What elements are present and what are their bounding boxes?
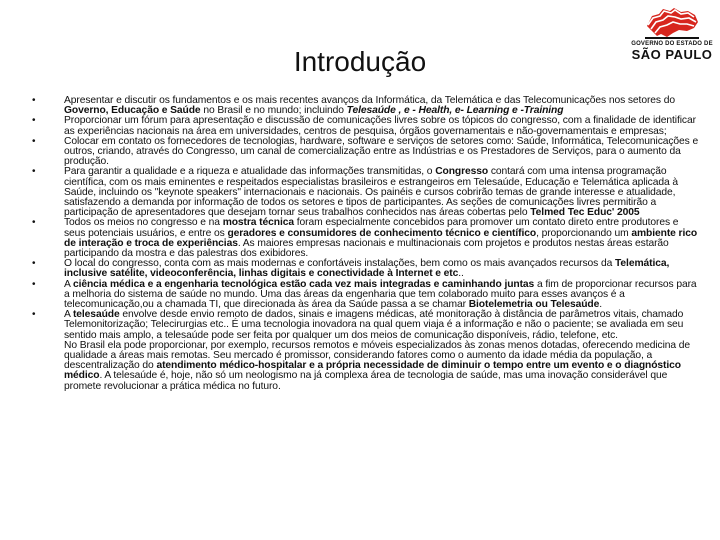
bullet-item [28,259,700,279]
bullet-text-run: Para garantir a qualidade e a riqueza e atualidade das informações transmitidas, o [64,166,436,178]
bullet-text-run: Todos os meios no congresso e na [64,217,223,229]
bullet-text-run: contará com uma intensa programação científica, com os mais eminentes e respeitados especialistas brasileiros e estrangeiros em Telesaúde, Educação e Telemática aplicada à Saúde, incluindo os "keynote speakers" internacionais e nacionais. Os painéis e cursos cobrirão temas de grande interesse e atualidade, satisfazendo a demanda por informação de todos os setores e tipos de participantes. As seções de comunicações livres permitirão a participação de apresentadores que desejam tornar seus trabalhos conhecidos nas áreas cobertas pelo [64,166,678,219]
bullet-text-run: envolve desde envio remoto de dados, sinais e imagens médicas, até monitoração à distância de parâmetros vitais, chamado Telemonitorização; Telecirurgias etc.. É uma tecnologia inovadora na qual quem viaja é a informação e não o paciente; se avaliada em seu sentido mais amplo, a telesaúde pode ser feita por qualquer um dos meios de comunicação disponíveis, rádio, telefone, etc. [64,309,684,341]
bullet-text-run: Telesaúde , e - Health, e- Learning e -Training [346,105,564,117]
bullet-text-run: atendimento médico-hospitalar e a própria necessidade de diminuir o tempo entre um evento e o diagnóstico médico [64,360,681,382]
bullet-text-run: a fim de proporcionar recursos para a melhoria do sistema de saúde no mundo. Uma das áreas da engenharia que tem colaborado muito para esses avanços é a telecomunicação,ou a chamada TI, que direcionada às área da Saúde passa a se chamar [64,278,697,311]
sao-paulo-government-logo [626,6,718,66]
bullet-text-run: mostra técnica [222,217,294,229]
bullet-text-run: . A telesaúde é, hoje, não só um neologismo na já complexa área de tecnologia de saúde, mas uma inovação considerável que promete revolucionar a prática médica no futuro. [64,370,668,392]
bullet-text-run: geradores e consumidores de conhecimento técnico e científico [227,227,537,239]
bullet-text-run: A [64,278,73,290]
slide-title: Introdução [293,46,427,77]
bullet-marker: • [32,258,36,270]
bullet-text-run: . [599,299,603,311]
bullet-marker: • [32,135,36,147]
bullet-text-run: Congresso [435,166,489,178]
bullet-item [28,310,700,392]
bullet-text-run: .. [458,268,464,280]
bullet-text-run: ambiente rico de interação e troca de experiências [64,227,698,249]
bullet-marker: • [32,95,36,106]
bullet-text-run: ciência médica e a engenharia tecnológica estão cada vez mais integradas e caminhando juntas [72,278,535,290]
bullet-marker: • [32,309,36,321]
bullet-text-run: Proporcionar um fórum para apresentação e discussão de comunicações livres sobre os tópicos do congresso, com a finalidade de identificar as experiências nacionais na área em universidades, centros de pesquisa, órgãos governamentais e não-governamentais e empresas; [64,115,696,137]
bullet-text-run: Colocar em contato os fornecedores de tecnologias, hardware, software e serviços de setores como: Saúde, Informática, Telecomunicações e outros, criando, através do Congresso, um canal de comercialização entre as Indústrias e os Prestadores de Serviços, para o aumento da produção. [64,135,699,168]
bullet-item [28,137,700,168]
bullet-text-run: Apresentar e discutir os fundamentos e os mais recentes avanços da Informática, da Telemática e das Telecomunicações nos setores do [64,95,675,106]
logo-line-2: SÃO PAULO [631,47,713,62]
bullet-text-run: , proporcionando um [536,227,632,239]
bullet-text-run: O local do congresso, conta com as mais modernas e confortáveis instalações, bem como os mais avançados recursos da [64,258,615,270]
bullet-text-run: Governo, Educação e Saúde [64,105,201,117]
bullet-item [28,116,700,136]
bullet-text-run: Biotelemetria ou Telesaúde [468,299,600,311]
bullet-text-run: foram especialmente concebidos para promover um contato direto entre produtores e seus potenciais usuários, e entre os [64,217,679,239]
bullet-item [28,96,700,116]
logo-rule [645,37,699,39]
logo-line-1: GOVERNO DO ESTADO DE [631,41,713,47]
bullet-text-run: Telemática, inclusive satélite, videoconferência, linhas digitais e conectividade à Internet e etc [64,258,670,280]
state-map-icon [643,6,701,40]
bullet-text-run: . As maiores empresas nacionais e multinacionais com projetos e produtos nestas áreas estarão participando da mostra e das palestras dos exibidores. [64,237,669,260]
bullet-text-run: A [64,309,73,321]
bullet-text-run: no Brasil e no mundo; incluindo [200,105,347,117]
bullet-marker: • [32,278,36,290]
bullet-marker: • [32,166,36,178]
bullet-text-run: telesaúde [72,309,120,321]
bullet-text-run: No Brasil ela pode proporcionar, por exemplo, recursos remotos e móveis especializados às zonas menos dotadas, oferecendo medicina de qualidade a áreas mais remotas. Seu mercado é promissor, considerando fatores como o aumento da idade média da população, a descentralização do [64,339,691,372]
bullet-item [28,218,700,259]
bullet-marker: • [32,115,36,127]
bullet-item [28,280,700,311]
bullet-list [28,96,700,392]
bullet-marker: • [32,217,36,229]
bullet-text-run: Telmed Tec Educ' 2005 [530,207,640,219]
bullet-item [28,167,700,218]
